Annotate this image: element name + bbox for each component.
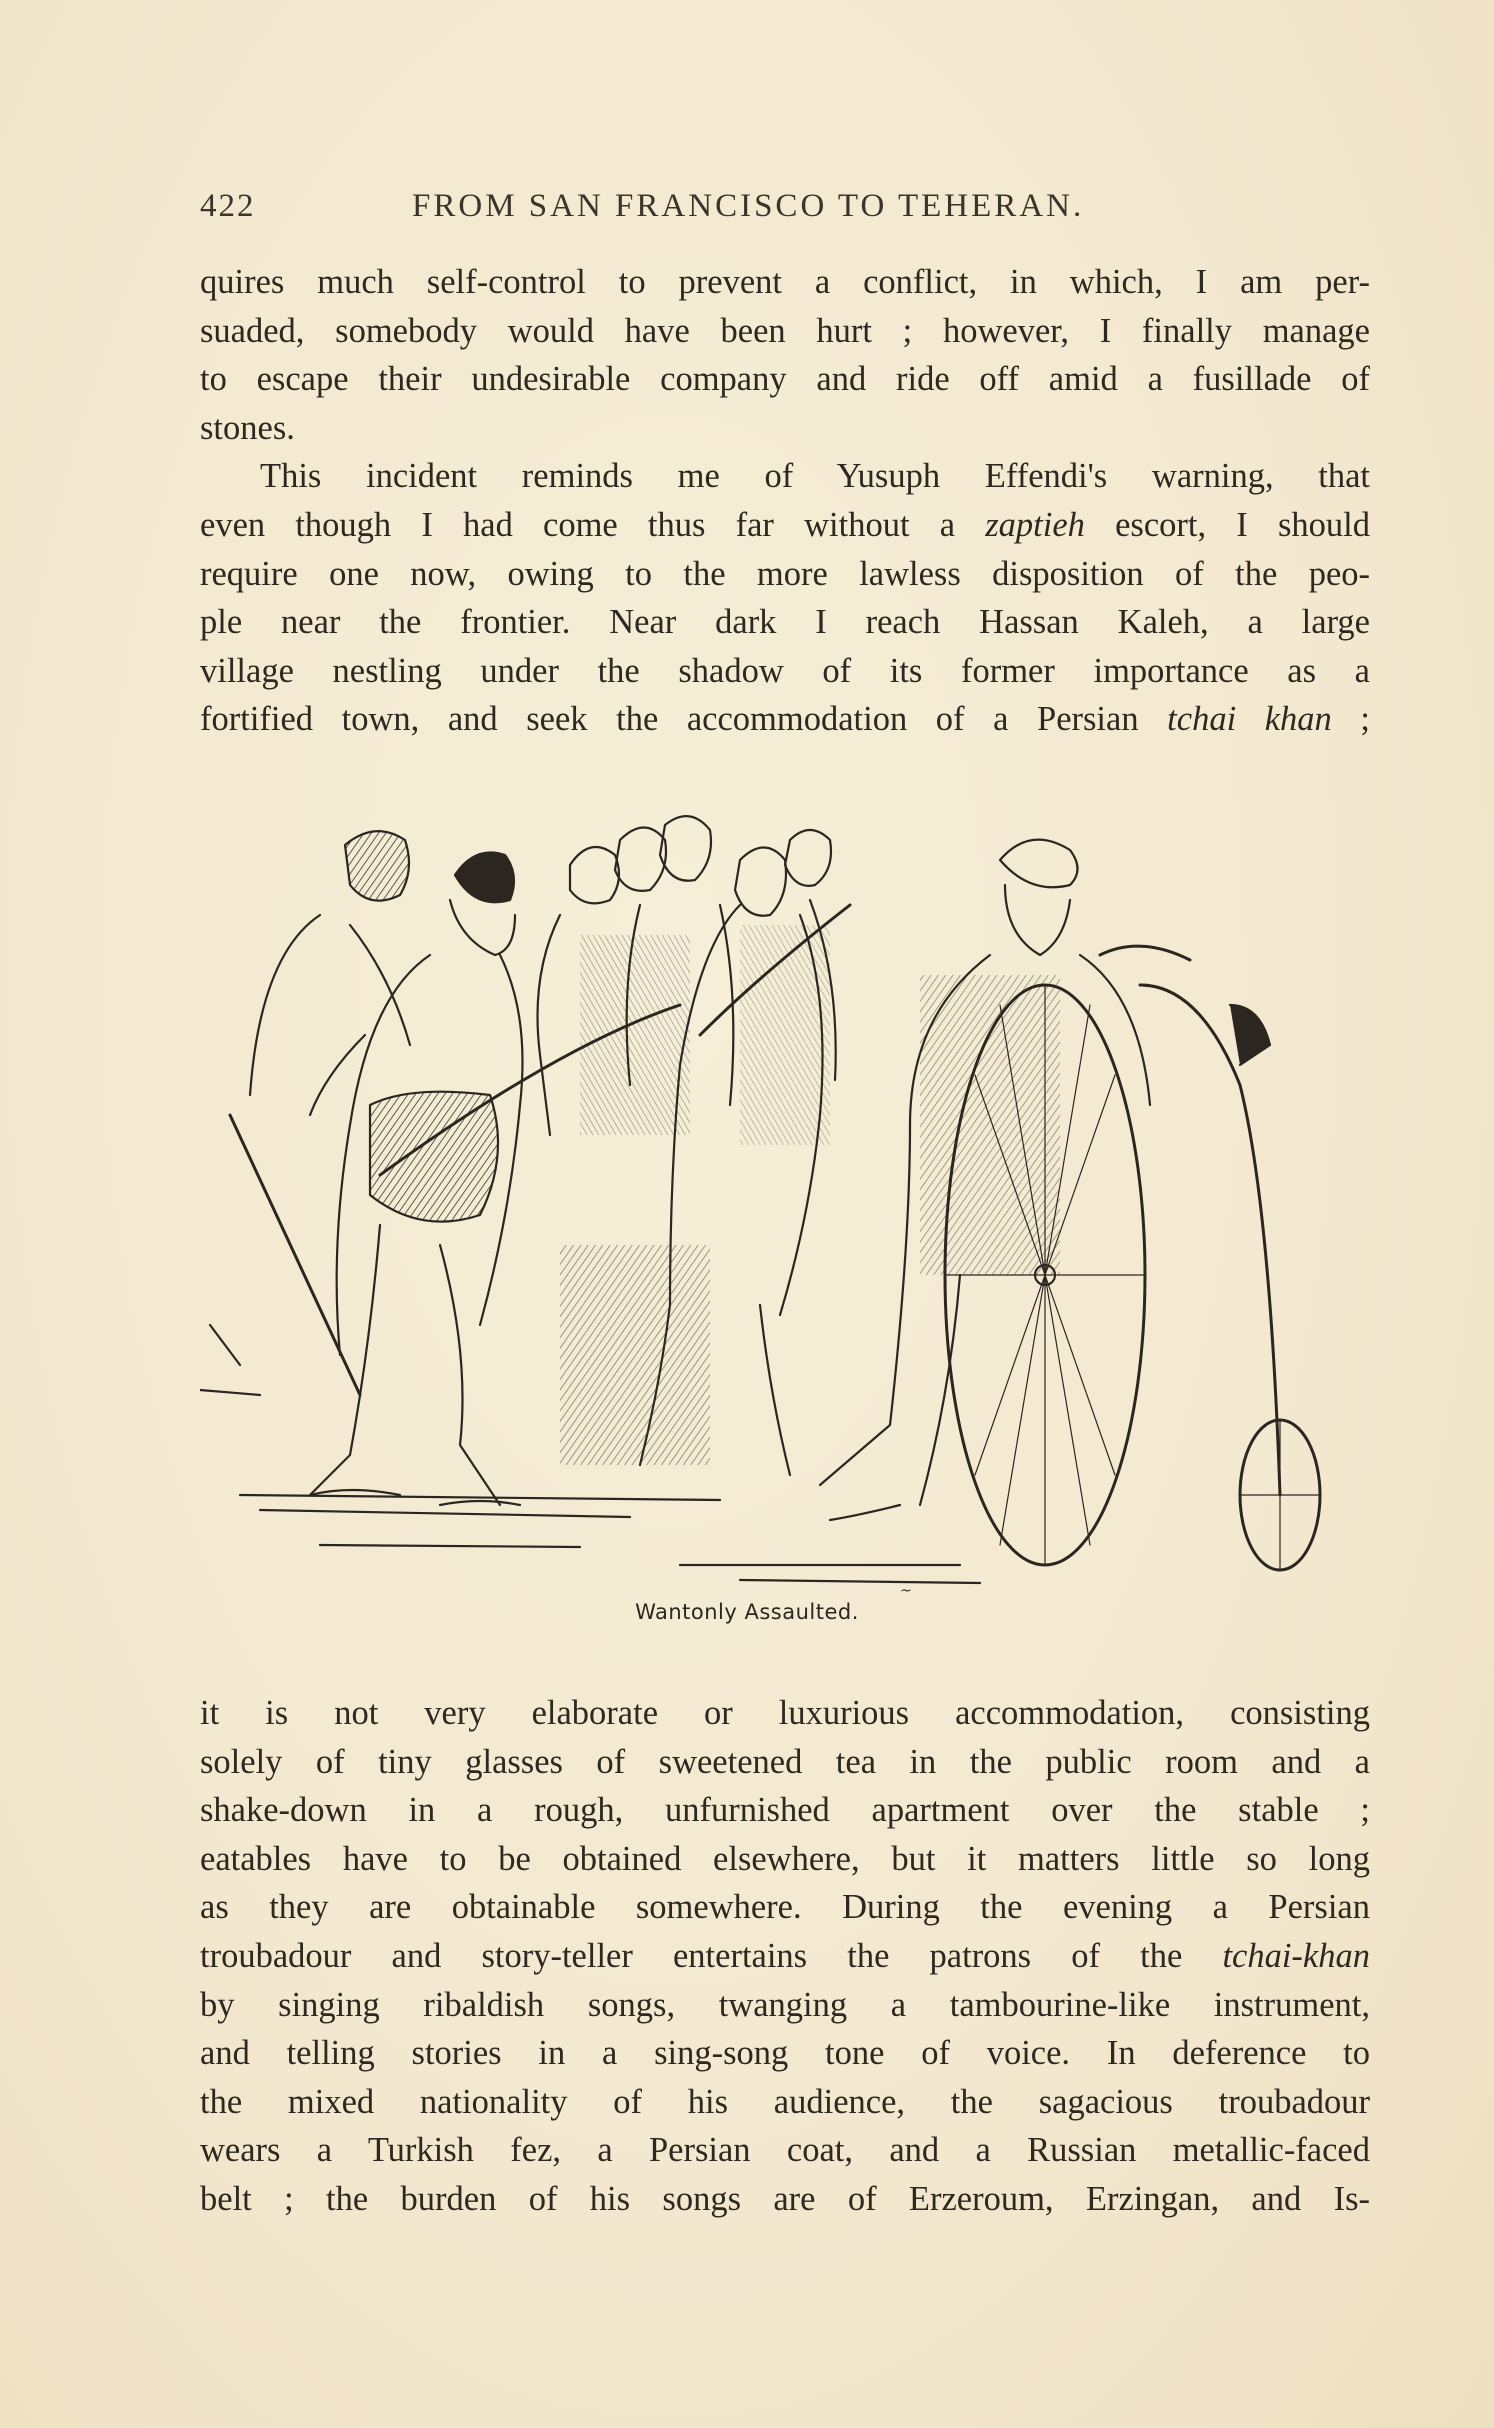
text-line: troubadour and story-teller entertains the patrons of the tchai-khan bbox=[200, 1936, 1370, 1975]
artist-signature: ~ bbox=[900, 1583, 912, 1599]
bottom-paragraph bbox=[200, 1689, 1370, 2224]
top-paragraph bbox=[200, 258, 1370, 744]
text-line: This incident reminds me of Yusuph Effendi's warning, that bbox=[260, 457, 1370, 496]
text-line: suaded, somebody would have been hurt ; however, I finally manage bbox=[200, 311, 1370, 350]
text-line: even though I had come thus far without a zaptieh escort, I should bbox=[200, 505, 1370, 544]
text-line: quires much self-control to prevent a conflict, in which, I am per- bbox=[200, 263, 1370, 301]
text-line: village nestling under the shadow of its former importance as a bbox=[200, 651, 1370, 690]
page-number: 422 bbox=[200, 188, 256, 224]
text-line: and telling stories in a sing-song tone of voice. In deference to bbox=[200, 2034, 1370, 2073]
text-line: wears a Turkish fez, a Persian coat, and a Russian metallic-faced bbox=[200, 2131, 1370, 2170]
text-line: belt ; the burden of his songs are of Erzeroum, Erzingan, and Is- bbox=[200, 2179, 1370, 2218]
text-line: solely of tiny glasses of sweetened tea in the public room and a bbox=[200, 1742, 1370, 1781]
text-line: it is not very elaborate or luxurious accommodation, consisting bbox=[200, 1694, 1370, 1732]
text-line: the mixed nationality of his audience, the sagacious troubadour bbox=[200, 2082, 1370, 2121]
running-head: FROM SAN FRANCISCO TO TEHERAN. bbox=[412, 188, 1085, 224]
text-line: fortified town, and seek the accommodation of a Persian tchai khan ; bbox=[200, 700, 1370, 739]
page-header bbox=[200, 188, 1370, 232]
text-line: by singing ribaldish songs, twanging a tambourine-like instrument, bbox=[200, 1985, 1370, 2024]
text-line: as they are obtainable somewhere. During the evening a Persian bbox=[200, 1888, 1370, 1927]
text-line: shake-down in a rough, unfurnished apartment over the stable ; bbox=[200, 1791, 1370, 1830]
engraving-illustration bbox=[200, 805, 1370, 1605]
text-line: ple near the frontier. Near dark I reach Hassan Kaleh, a large bbox=[200, 603, 1370, 642]
text-line: to escape their undesirable company and ride off amid a fusillade of bbox=[200, 360, 1370, 399]
text-line: require one now, owing to the more lawless disposition of the peo- bbox=[200, 554, 1370, 593]
text-line: stones. bbox=[200, 408, 295, 447]
text-line: eatables have to be obtained elsewhere, but it matters little so long bbox=[200, 1839, 1370, 1878]
illustration-caption: Wantonly Assaulted. bbox=[635, 1600, 859, 1624]
